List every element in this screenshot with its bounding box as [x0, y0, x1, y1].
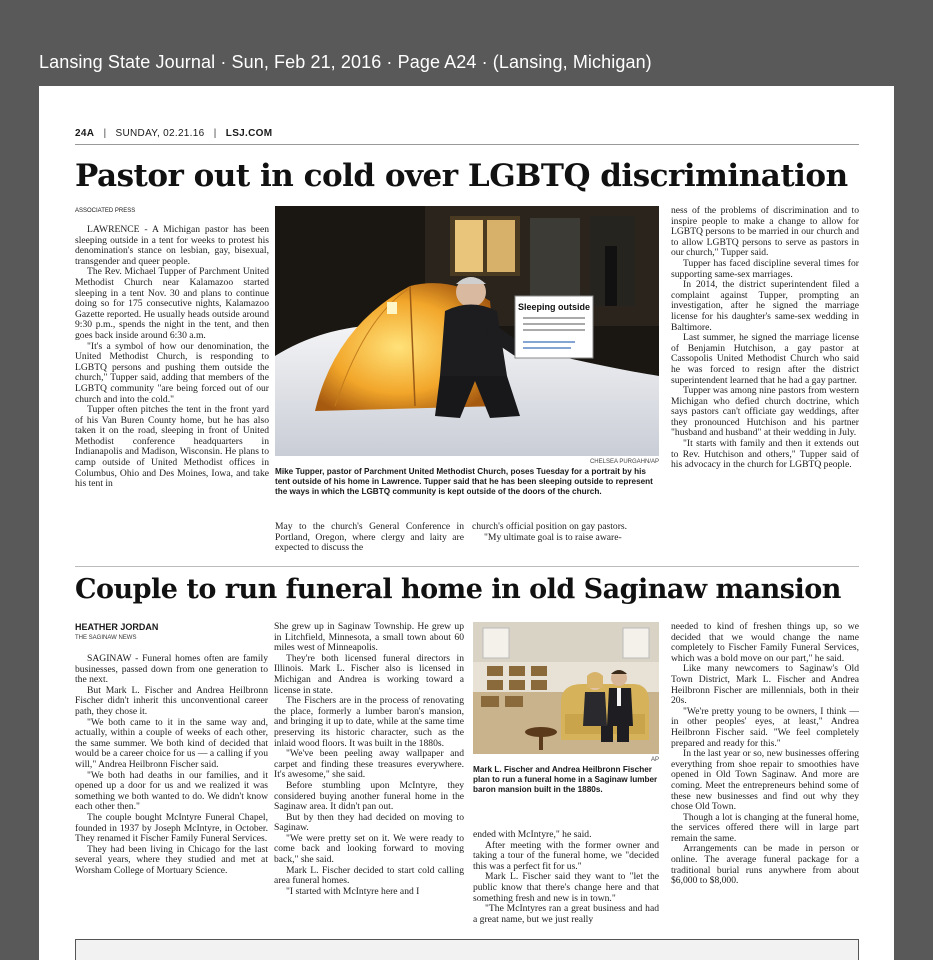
sign-text: Sleeping outside [517, 302, 591, 312]
paragraph: They're both licensed funeral directors in Illinois. Mark L. Fischer also is licensed in Michigan and Andrea is working toward a license in state. [274, 652, 464, 696]
paragraph: LAWRENCE - A Michigan pastor has been sleeping outside in a tent for weeks to protest his denomination's stance on lesbian, gay, bisexual, transgender and queer people. [75, 225, 269, 267]
story2-column-3 [473, 830, 659, 934]
story2-byline: HEATHER JORDAN [75, 622, 159, 632]
paragraph: Before stumbling upon McIntyre, they considered buying another funeral home in the Saginaw area. It didn't pan out. [274, 779, 464, 813]
source-bar: Lansing State Journal · Sun, Feb 21, 2016 · Page A24 · (Lansing, Michigan) [39, 52, 652, 72]
paragraph: "We both had deaths in our families, and it opened up a door for us and we realized it was something we both wanted to do. We didn't know each other then." [75, 769, 268, 813]
story1-column-3 [472, 522, 659, 558]
newspaper-page [39, 86, 894, 960]
story2-headline: Couple to run funeral home in old Saginaw mansion [75, 574, 841, 605]
paragraph: ness of the problems of discrimination and to inspire people to make a change to allow for LGBTQ persons to be married in our church and to allow LGBTQ persons to serve as pastors in our church," Tupper said. [671, 206, 859, 259]
paragraph: "We're pretty young to be owners, I think — in other peoples' eyes, at least," Andrea Heilbronn Fischer said. "We feel completely prepared and ready for this." [671, 705, 859, 749]
paragraph: But by then they had decided on moving to Saginaw. [274, 811, 464, 834]
paragraph: But Mark L. Fischer and Andrea Heilbronn Fischer didn't inherit this unconventional career path, they chose it. [75, 684, 268, 717]
story1-byline: ASSOCIATED PRESS [75, 208, 136, 214]
paragraph: Though a lot is changing at the funeral home, the services offered there will in large part remain the same. [671, 811, 859, 844]
folio-separator: | [103, 128, 107, 139]
paragraph: Arrangements can be made in person or online. The average funeral package for a traditional burial runs anywhere from about $6,000 to $8,000. [671, 843, 859, 887]
paragraph: The Fischers are in the process of renovating the place, formerly a lumber baron's mansion, and bringing it up to date, while at the same time preserving its historic character, such as the inlaid wood floors. It was built in the 1880s. [274, 695, 464, 749]
paragraph: Tupper has faced discipline several times for supporting same-sex marriages. [671, 257, 859, 280]
paragraph: "It's a symbol of how our denomination, the United Methodist Church, is responding to LGBTQ persons and pushing them outside the church," Tupper said, adding that members of the LGBTQ community "are being forced out of our church and into the cold." [75, 340, 269, 405]
story2-column-2 [274, 622, 464, 934]
story2-column-4 [671, 622, 859, 934]
paragraph: Last summer, he signed the marriage license of Benjamin Hutchison, a gay pastor at Cassopolis United Methodist Church who said he was forced to resign after the district superintendent learned that he had a gay partner. [671, 332, 859, 386]
paragraph: ended with McIntyre," he said. [473, 830, 592, 840]
paragraph: "We were pretty set on it. We were ready to come back and looking forward to moving back," she said. [274, 832, 464, 866]
story2-column-1 [75, 654, 268, 934]
paragraph: After meeting with the former owner and taking a tour of the funeral home, we "decided this was a perfect fit for us." [473, 839, 659, 872]
story1-photo [275, 206, 659, 456]
paragraph: In the last year or so, new businesses offering everything from shoe repair to smoothies have opened in Old Town Saginaw. And more are coming. Meet the entrepreneurs behind some of these new businesses and find out why they chose Old Town. [671, 748, 859, 813]
folio-page-number: 24A [75, 128, 95, 139]
story2-caption: Mark L. Fischer and Andrea Heilbronn Fischer plan to run a funeral home in a Saginaw lumber baron mansion built in the 1880s. [473, 765, 658, 794]
paragraph: "It starts with family and then it extends out to Rev. Hutchison and others," Tupper said of his advocacy in the church for LGBTQ people. [671, 438, 859, 471]
paragraph: Mark L. Fischer decided to start cold calling area funeral homes. [274, 864, 464, 887]
paragraph: SAGINAW - Funeral homes often are family businesses, passed down from one generation to the next. [75, 654, 268, 686]
paragraph: Like many newcomers to Saginaw's Old Town District, Mark L. Fischer and Andrea Heilbronn Fischer are millennials, both in their 20s. [671, 663, 859, 707]
story1-photo-credit: CHELSEA PURGAHN/AP [589, 459, 659, 465]
story2-photo-credit: AP [650, 757, 659, 763]
paragraph: Tupper was among nine pastors from western Michigan who defied church doctrine, which says pastors can't officiate gay weddings, after they pronounced Hutchison and his partner "husband and husband" at their wedding in July. [671, 385, 859, 439]
paragraph: Mark L. Fischer said they want to "let the public know that there's change here and that something fresh and new is in town." [473, 871, 659, 904]
story1-column-4 [671, 206, 859, 561]
bottom-ad-box [75, 939, 859, 960]
paragraph: In 2014, the district superintendent filed a complaint against Tupper, prompting an investigation, after he signed the marriage license for his daughter's same-sex wedding in Baltimore. [671, 279, 859, 333]
paragraph: needed to kind of freshen things up, so we decided that we would change the name completely to Fischer Family Funeral Services, which was a bold move on our part," he said. [671, 622, 859, 664]
story-divider [75, 566, 859, 567]
paragraph: She grew up in Saginaw Township. He grew up in Litchfield, Minnesota, a small town about 60 miles west of Minneapolis. [274, 622, 464, 654]
paragraph: "We both came to it in the same way and, actually, within a couple of weeks of each other, the same summer. We both kind of decided that would be a career choice for us — a calling if you will," Andrea Heilbronn Fischer said. [75, 716, 268, 770]
folio-date: SUNDAY, 02.21.16 [115, 128, 205, 139]
paragraph: The couple bought McIntyre Funeral Chapel, founded in 1937 by Joseph McIntyre, in October. They renamed it Fischer Family Funeral Services. [75, 811, 268, 845]
story2-byline-org: THE SAGINAW NEWS [75, 635, 137, 641]
paragraph: church's official position on gay pastors. [472, 522, 628, 532]
story1-column-2 [275, 522, 464, 558]
paragraph: May to the church's General Conference in Portland, Oregon, where clergy and laity are expected to discuss the [275, 522, 464, 554]
folio-rule [75, 144, 859, 145]
story2-photo [473, 622, 659, 754]
paragraph: "My ultimate goal is to raise aware- [484, 531, 622, 543]
paragraph: Tupper often pitches the tent in the front yard of his Van Buren County home, but he has also taken it on the road, sleeping in front of United Methodist conference headquarters in Indianapolis and Madison, Wisconsin. He plans to camp outside of United Methodist offices in Columbus, Ohio and Des Moines, Iowa, and take his tent in [75, 404, 269, 490]
folio-separator: | [213, 128, 217, 139]
paragraph: The Rev. Michael Tupper of Parchment United Methodist Church near Kalamazoo started sleeping in a tent Nov. 30 and plans to continue doing so for 175 consecutive nights, Kalamazoo Gazette reported. He usually heads outside around 9:30 p.m., spends the night in the tent, and then goes back inside around 6:30 a.m. [75, 266, 269, 341]
story1-caption: Mike Tupper, pastor of Parchment United Methodist Church, poses Tuesday for a portrait by his tent outside of his home in Lawrence. Tupper said that he has been sleeping outside to represent the ways in which the LGBTQ community is kept outside of the doors of the church. [275, 467, 653, 496]
paragraph: "I started with McIntyre here and I [286, 885, 420, 897]
folio-site: LSJ.COM [225, 128, 273, 139]
pastor-tent-photo [275, 206, 659, 456]
paragraph: They had been living in Chicago for the last several years, where they studied and met at Worsham College of Mortuary Science. [75, 843, 268, 876]
paragraph: "We've been peeling away wallpaper and carpet and finding these treasures everywhere. It's awesome," she said. [274, 748, 464, 781]
funeral-home-couple-photo [473, 622, 659, 754]
story1-column-1 [75, 225, 269, 525]
story1-headline: Pastor out in cold over LGBTQ discrimination [75, 158, 848, 194]
page-folio [75, 128, 278, 139]
paragraph: "The McIntyres ran a great business and had a great name, but we just really [473, 903, 659, 925]
